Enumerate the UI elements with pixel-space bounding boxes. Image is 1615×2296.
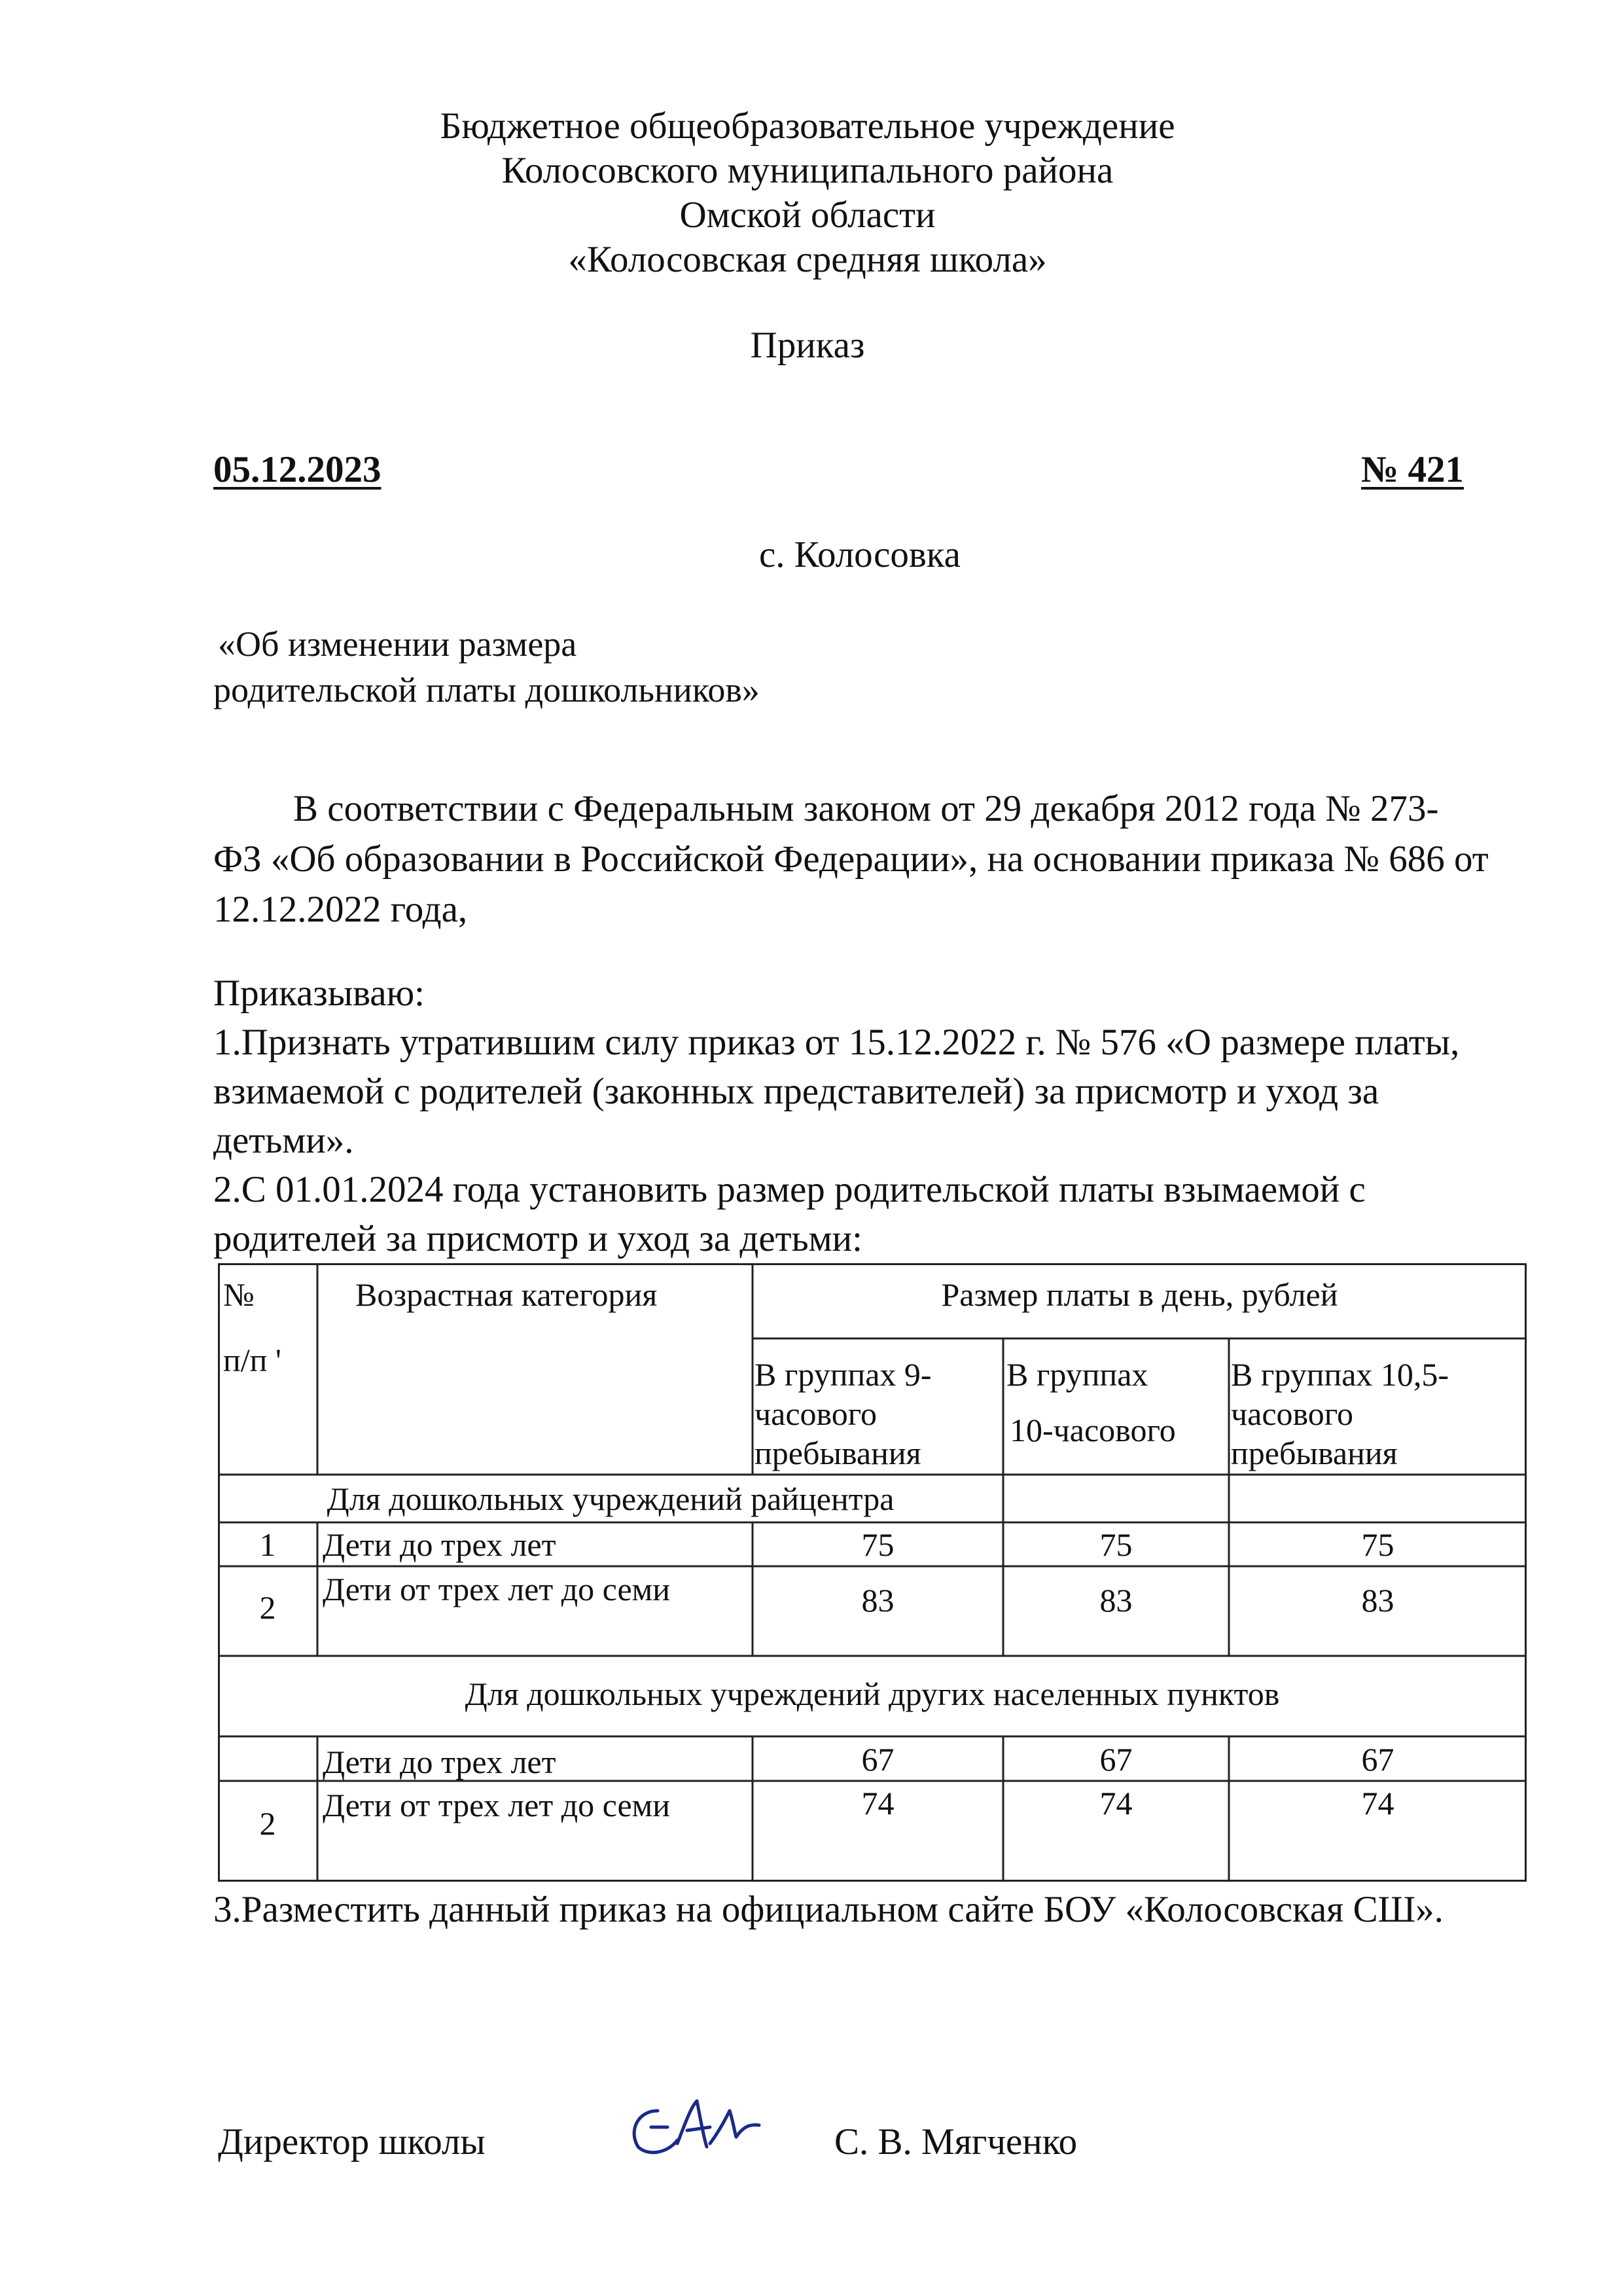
item2-line-2: родителей за присмотр и уход за детьми:	[213, 1218, 862, 1259]
fee-10h: 83	[1099, 1582, 1133, 1619]
preamble-line-2: ФЗ «Об образовании в Российской Федерации», на основании приказа № 686 от	[213, 838, 1489, 880]
item1-line-2: взимаемой с родителей (законных представителей) за присмотр и уход за	[213, 1071, 1379, 1112]
sub-col-9h-line-2: часового	[754, 1395, 878, 1432]
section-title-district-center: Для дошкольных учреждений райцентра	[327, 1480, 895, 1517]
col-num-header: №	[223, 1276, 255, 1313]
order-place: с. Колосовка	[759, 534, 961, 575]
org-name-line-1: Бюджетное общеобразовательное учреждение	[440, 105, 1175, 147]
subject-line-2: родительской платы дошкольников»	[213, 670, 760, 709]
handwritten-signature-icon	[622, 2091, 772, 2163]
sub-col-9h-line-3: пребывания	[754, 1435, 921, 1471]
subject-line-1: «Об изменении размера	[218, 624, 577, 664]
fee-10h: 74	[1099, 1785, 1133, 1821]
row-number: 2	[259, 1805, 276, 1842]
fee-105h: 74	[1361, 1785, 1394, 1821]
doc-type: Приказ	[750, 325, 865, 366]
section-title-other-settlements: Для дошкольных учреждений других населенных пунктов	[465, 1676, 1280, 1712]
sub-col-105h-line-1: В группах 10,5-	[1231, 1356, 1449, 1393]
item1-line-1: 1.Признать утратившим силу приказ от 15.12.2022 г. № 576 «О размере платы,	[213, 1022, 1460, 1063]
col-age-header: Возрастная категория	[355, 1276, 658, 1313]
org-name-line-3: Омской области	[679, 194, 936, 236]
fee-9h: 75	[861, 1526, 895, 1563]
row-age-category: Дети от трех лет до семи	[323, 1571, 671, 1607]
item3: 3.Разместить данный приказ на официальном сайте БОУ «Колосовская СШ».	[213, 1889, 1444, 1930]
sub-col-10h-line-1: В группах	[1006, 1356, 1148, 1393]
org-name-line-2: Колосовского муниципального района	[501, 150, 1114, 191]
sub-col-105h-line-3: пребывания	[1231, 1435, 1398, 1471]
sub-col-10h-line-2: 10-часового	[1010, 1412, 1176, 1448]
order-word: Приказываю:	[213, 973, 425, 1014]
item2-line-1: 2.С 01.01.2024 года установить размер родительской платы взымаемой с	[213, 1169, 1366, 1210]
row-number: 1	[259, 1526, 276, 1563]
sub-col-9h-line-1: В группах 9-	[754, 1356, 932, 1393]
order-number: № 421	[1361, 449, 1464, 490]
row-number: 2	[259, 1589, 276, 1626]
order-date: 05.12.2023	[213, 449, 382, 490]
fee-9h: 74	[861, 1785, 895, 1821]
fee-105h: 75	[1361, 1526, 1394, 1563]
col-num-header-sub: п/п '	[223, 1342, 281, 1378]
row-age-category: Дети до трех лет	[323, 1744, 556, 1780]
fee-105h: 67	[1361, 1741, 1394, 1778]
signature-name: С. В. Мягченко	[834, 2121, 1078, 2162]
fee-9h: 67	[861, 1741, 895, 1778]
preamble-line-3: 12.12.2022 года,	[213, 889, 468, 930]
fee-105h: 83	[1361, 1582, 1394, 1619]
fee-9h: 83	[861, 1582, 895, 1619]
item1-line-3: детьми».	[213, 1120, 354, 1161]
row-age-category: Дети от трех лет до семи	[323, 1787, 671, 1823]
col-fee-header: Размер платы в день, рублей	[941, 1276, 1338, 1313]
fee-10h: 67	[1099, 1741, 1133, 1778]
org-name-line-4: «Колосовская средняя школа»	[568, 239, 1047, 280]
row-age-category: Дети до трех лет	[323, 1526, 556, 1563]
sub-col-105h-line-2: часового	[1231, 1395, 1354, 1432]
fee-10h: 75	[1099, 1526, 1133, 1563]
fee-table	[218, 1263, 1527, 1882]
preamble-line-1: В соответствии с Федеральным законом от 29 декабря 2012 года № 273-	[293, 788, 1439, 829]
signature-position: Директор школы	[218, 2121, 486, 2162]
